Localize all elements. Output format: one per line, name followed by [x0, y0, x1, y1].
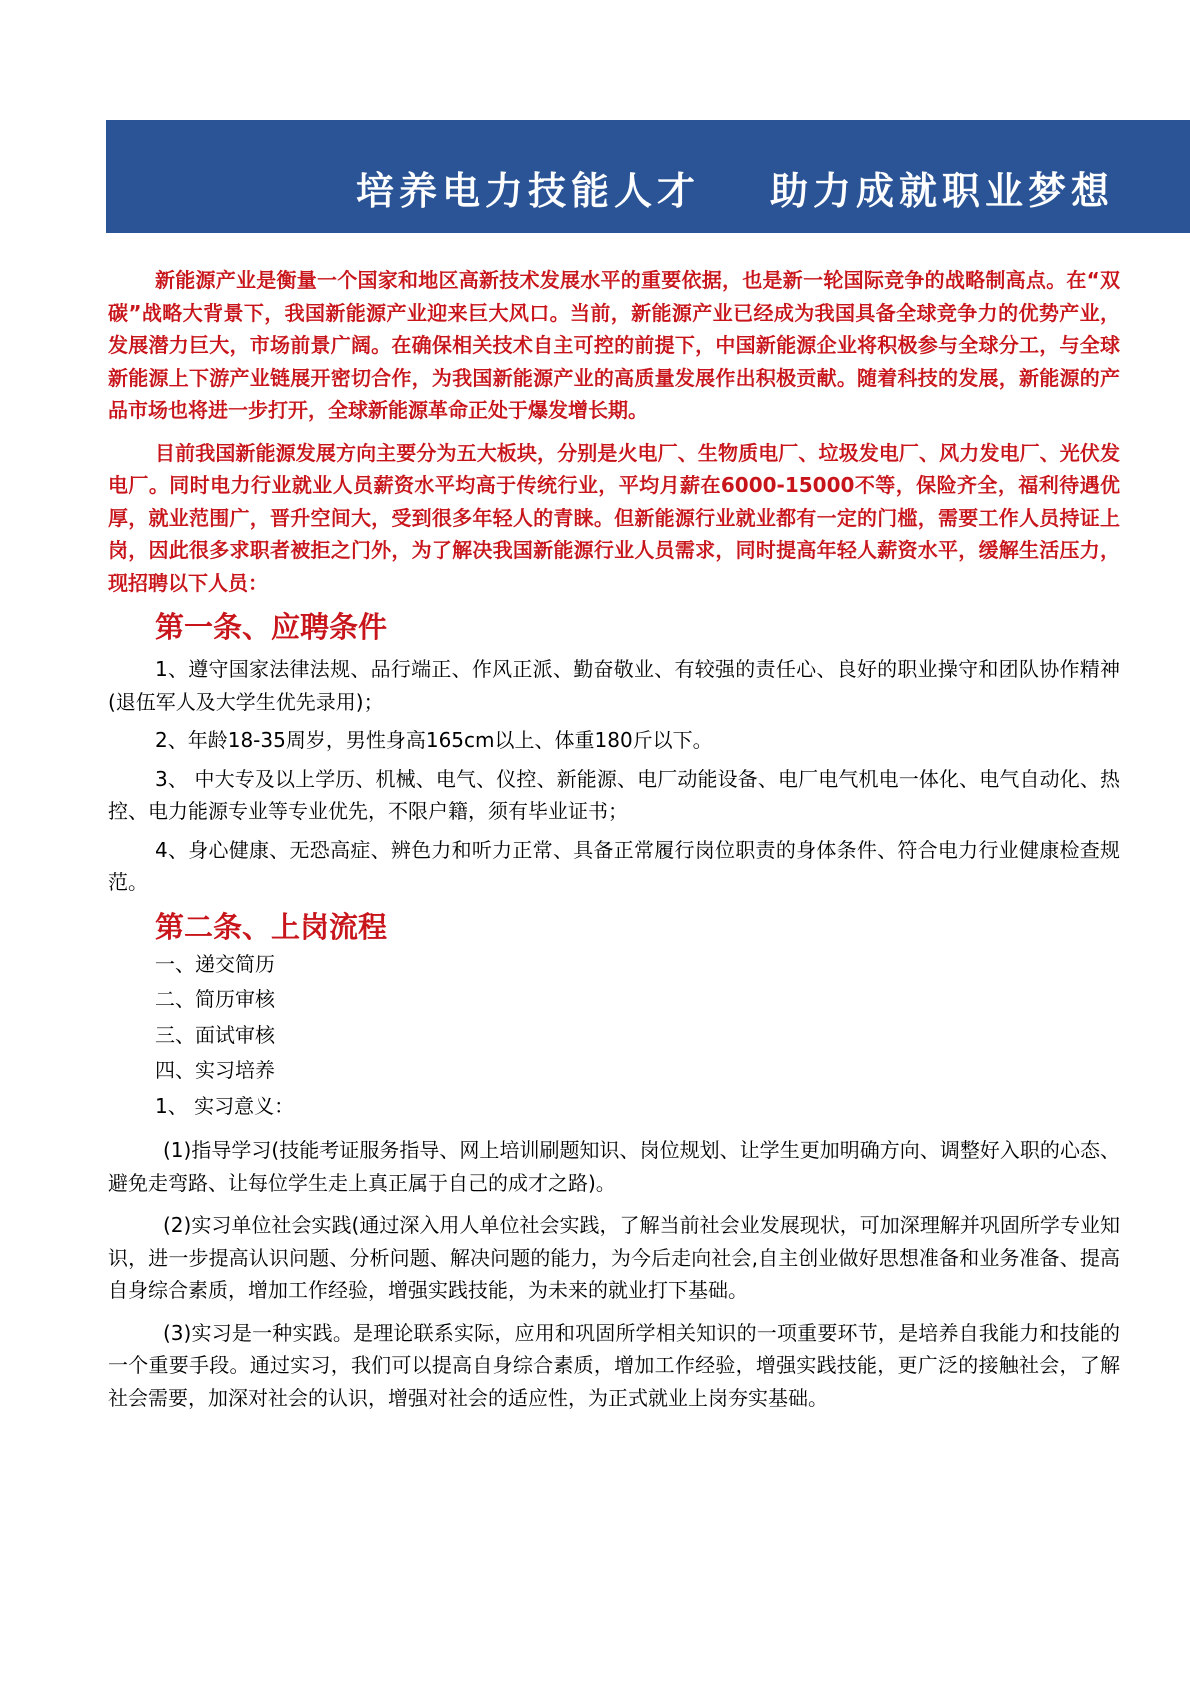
meaning-item: (1)指导学习(技能考证服务指导、网上培训刷题知识、岗位规划、让学生更加明确方向、调整好入职的心态、避免走弯路、让每位学生走上真正属于自己的成才之路)。 [108, 1138, 1120, 1195]
condition-item: 2、年龄18-35周岁，男性身高165cm以上、体重180斤以下。 [155, 728, 713, 752]
conditions-list [108, 653, 1120, 899]
intro-paragraph: 新能源产业是衡量一个国家和地区高新技术发展水平的重要依据，也是新一轮国际竞争的战略制高点。在“双碳”战略大背景下，我国新能源产业迎来巨大风口。当前，新能源产业已经成为我国具备全球竞争力的优势产业，发展潜力巨大，市场前景广阔。在确保相关技术自主可控的前提下，中国新能源企业将积极参与全球分工，与全球新能源上下游产业链展开密切合作，为我国新能源产业的高质量发展作出积极贡献。随着科技的发展，新能源的产品市场也将进一步打开，全球新能源革命正处于爆发增长期。 [108, 268, 1120, 422]
intro-section [108, 264, 1120, 599]
process-steps [108, 947, 1120, 1125]
banner-title [356, 160, 1114, 215]
section-heading-conditions: 第一条、应聘条件 [155, 610, 388, 644]
condition-item: 4、身心健康、无恐高症、辨色力和听力正常、具备正常履行岗位职责的身体条件、符合电力行业健康检查规范。 [108, 837, 1120, 894]
section-heading-process: 第二条、上岗流程 [155, 909, 388, 944]
meaning-item: (2)实习单位社会实践(通过深入用人单位社会实践，了解当前社会业发展现状，可加深理解并巩固所学专业知识，进一步提高认识问题、分析问题、解决问题的能力，为今后走向社会,自主创业做好思想准备和业务准备、提高自身综合素质，增加工作经验，增强实践技能，为未来的就业打下基础。 [108, 1213, 1120, 1302]
condition-item: 1、遵守国家法律法规、品行端正、作风正派、勤奋敬业、有较强的责任心、良好的职业操守和团队协作精神(退伍军人及大学生优先录用)； [108, 657, 1120, 714]
condition-item: 3、 中大专及以上学历、机械、电气、仪控、新能源、电厂动能设备、电厂电气机电一体化、电气自动化、热控、电力能源专业等专业优先，不限户籍，须有毕业证书； [108, 766, 1120, 823]
header-banner [106, 120, 1190, 233]
document-body [108, 264, 1120, 1414]
process-step: 二、简历审核 [155, 987, 275, 1011]
process-step: 四、实习培养 [155, 1058, 275, 1082]
internship-meaning-list [108, 1134, 1120, 1414]
process-step: 一、递交简历 [155, 951, 275, 976]
intro-paragraph: 目前我国新能源发展方向主要分为五大板块，分别是火电厂、生物质电厂、垃圾发电厂、风力发电厂、光伏发电厂。同时电力行业就业人员薪资水平均高于传统行业，平均月薪在6000-15000不等，保险齐全，福利待遇优厚，就业范围广，晋升空间大，受到很多年轻人的青睐。但新能源行业就业都有一定的门槛，需要工作人员持证上岗，因此很多求职者被拒之门外，为了解决我国新能源行业人员需求，同时提高年轻人薪资水平，缓解生活压力，现招聘以下人员： [108, 440, 1120, 595]
banner-title-right: 助力成就职业梦想 [770, 169, 1115, 213]
meaning-item: (3)实习是一种实践。是理论联系实际，应用和巩固所学相关知识的一项重要环节，是培养自我能力和技能的一个重要手段。通过实习，我们可以提高自身综合素质，增加工作经验，增强实践技能，更广泛的接触社会，了解社会需要，加深对社会的认识，增强对社会的适应性，为正式就业上岗夯实基础。 [108, 1320, 1120, 1410]
banner-title-left: 培养电力技能人才 [356, 169, 701, 213]
process-step: 三、面试审核 [155, 1022, 275, 1047]
process-step: 1、 实习意义： [155, 1093, 295, 1118]
